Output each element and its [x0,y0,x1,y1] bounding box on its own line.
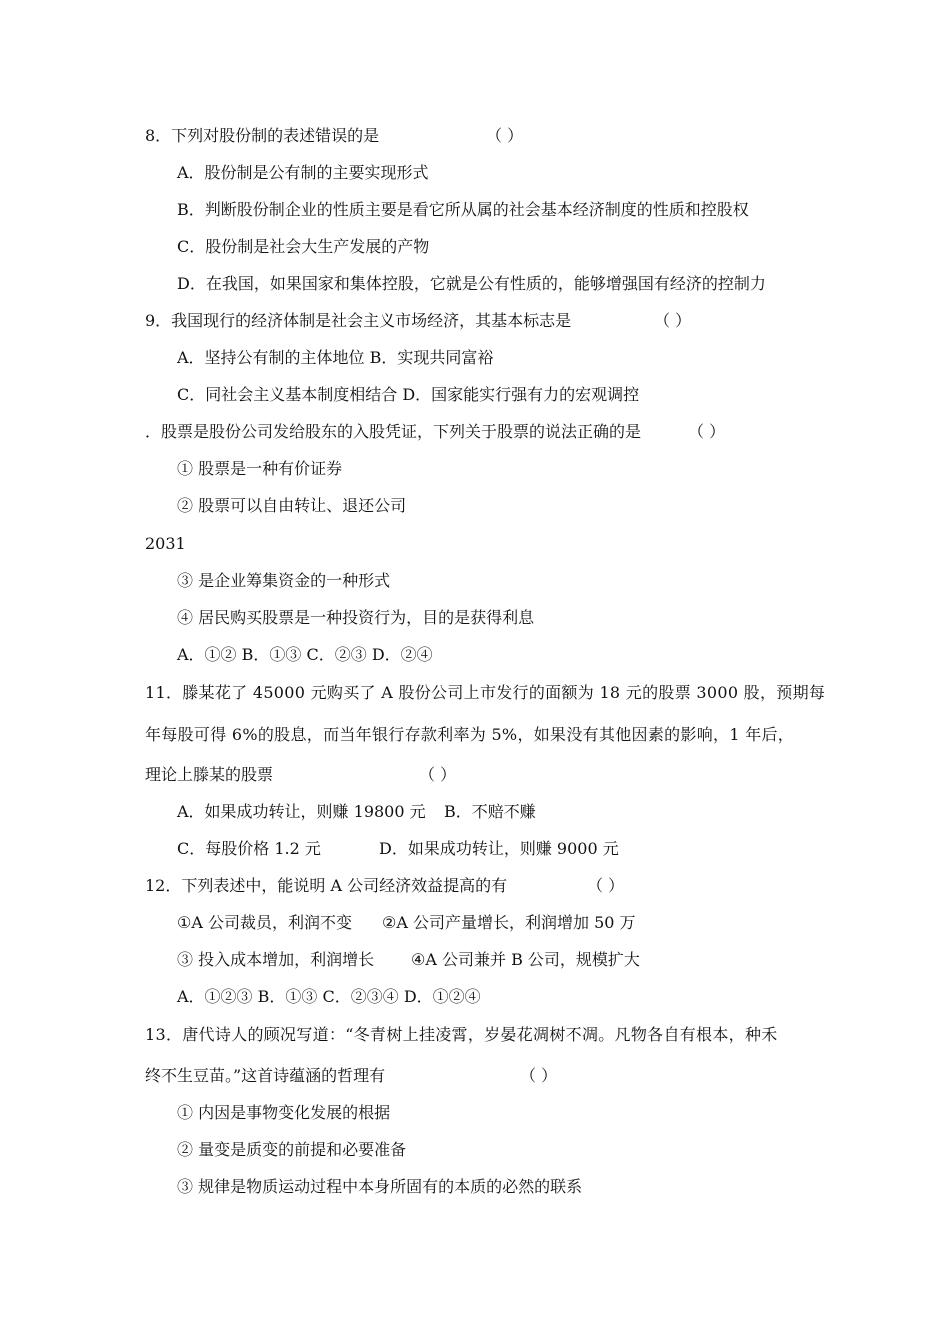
answer-bracket: （ ） [688,422,726,441]
answer-options: A．①② B．①③ C．②③ D．②④ [177,645,433,664]
statement-3: ③ 投入成本增加，利润增长 [177,950,375,969]
answer-bracket: （ ） [419,765,457,784]
option-cd: C．同社会主义基本制度相结合 D．国家能实行强有力的宏观调控 [177,385,640,404]
statement-3: ③ 规律是物质运动过程中本身所固有的本质的必然的联系 [177,1177,583,1196]
option-a: A．股份制是公有制的主要实现形式 [177,163,429,182]
answer-bracket: （ ） [587,876,625,895]
question-13-line-1: 13．唐代诗人的顾况写道：“冬青树上挂凌霄，岁晏花凋树不凋。凡物各自有根本，种禾 [145,1025,778,1044]
option-d: D．在我国，如果国家和集体控股，它就是公有性质的，能够增强国有经济的控制力 [177,274,766,293]
option-b: B．判断股份制企业的性质主要是看它所从属的社会基本经济制度的性质和控股权 [177,200,749,219]
option-c: C．每股价格 1.2 元 [177,839,321,858]
answer-bracket: （ ） [486,126,524,145]
question-10-stem: ．股票是股份公司发给股东的入股凭证，下列关于股票的说法正确的是 [145,422,642,441]
question-11-line-3: 理论上滕某的股票 [145,765,274,784]
question-11-line-2: 年每股可得 6%的股息，而当年银行存款利率为 5%，如果没有其他因素的影响，1 年后， [145,725,795,744]
option-b: B．不赔不赚 [444,802,536,821]
question-12-stem: 12．下列表述中，能说明 A 公司经济效益提高的有 [145,876,508,895]
answer-bracket: （ ） [520,1066,558,1085]
statement-3: ③ 是企业筹集资金的一种形式 [177,571,391,590]
question-8-stem: 8．下列对股份制的表述错误的是 [145,126,380,145]
option-ab: A．坚持公有制的主体地位 B．实现共同富裕 [177,348,494,367]
answer-bracket: （ ） [654,311,692,330]
stray-number: 2031 [145,534,186,553]
statement-1: ① 股票是一种有价证券 [177,459,343,478]
statement-4: ④A 公司兼并 B 公司，规模扩大 [411,950,640,969]
question-13-line-2: 终不生豆苗。”这首诗蕴涵的哲理有 [145,1066,386,1085]
option-d: D．如果成功转让，则赚 9000 元 [379,839,619,858]
statement-2: ②A 公司产量增长，利润增加 50 万 [382,913,636,932]
question-9-stem: 9．我国现行的经济体制是社会主义市场经济，其基本标志是 [145,311,572,330]
option-c: C．股份制是社会大生产发展的产物 [177,237,430,256]
answer-options: A．①②③ B．①③ C．②③④ D．①②④ [177,987,481,1006]
statement-1: ① 内因是事物变化发展的根据 [177,1103,391,1122]
statement-2: ② 股票可以自由转让、退还公司 [177,496,407,515]
statement-2: ② 量变是质变的前提和必要准备 [177,1140,407,1159]
statement-1: ①A 公司裁员，利润不变 [177,913,352,932]
option-a: A．如果成功转让，则赚 19800 元 [177,802,426,821]
statement-4: ④ 居民购买股票是一种投资行为，目的是获得利息 [177,608,535,627]
question-11-line-1: 11．滕某花了 45000 元购买了 A 股份公司上市发行的面额为 18 元的股票 3000 股，预期每 [145,683,826,702]
